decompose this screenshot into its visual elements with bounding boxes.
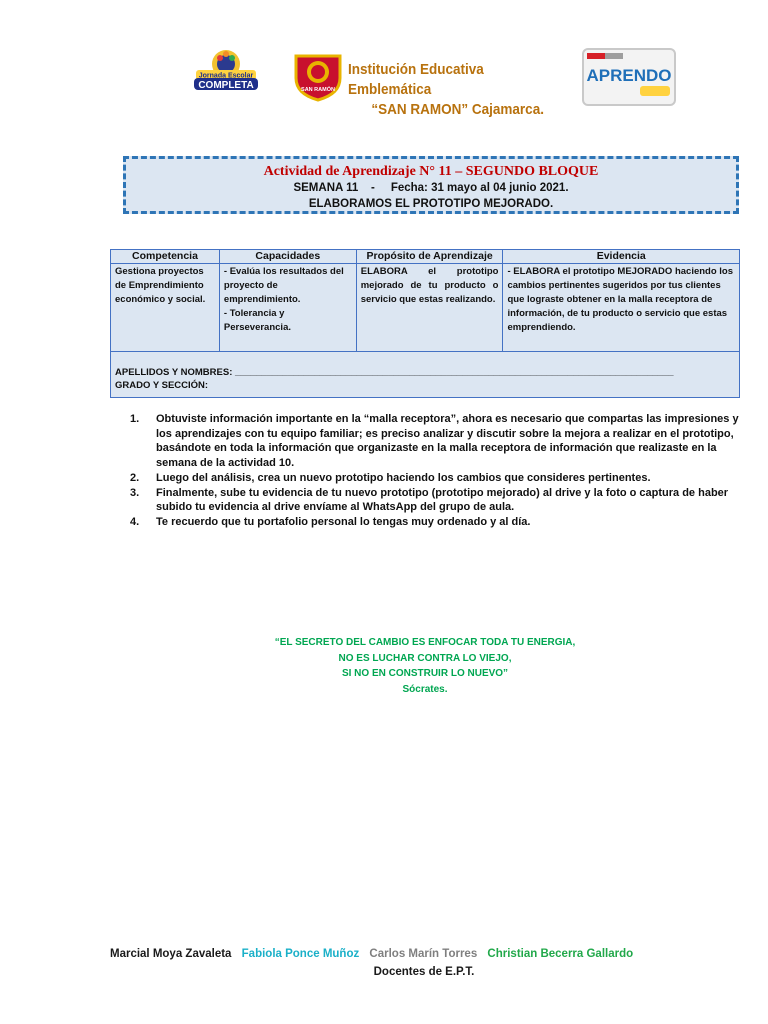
jornada-escolar-completa-logo — [190, 44, 262, 96]
list-item — [130, 471, 742, 486]
jornada-logo-line1: Jornada Escolar — [198, 72, 254, 80]
names-field-label: APELLIDOS Y NOMBRES: ___________________________________________________________________________________ — [115, 367, 674, 378]
table-row — [111, 264, 740, 352]
institution-title — [348, 60, 546, 120]
grade-field-label: GRADO Y SECCIÓN: — [115, 380, 209, 391]
student-info-cell — [111, 352, 740, 398]
aprendo-text: APRENDO — [586, 66, 672, 85]
list-text: Te recuerdo que tu portafolio personal lo tengas muy ordenado y al día. — [156, 515, 531, 528]
quote-author: Sócrates. — [402, 683, 448, 695]
activity-week-date: SEMANA 11 - Fecha: 31 mayo al 04 junio 2021. — [293, 182, 569, 194]
quote-line: SI NO EN CONSTRUIR LO NUEVO” — [341, 668, 509, 679]
list-item — [130, 515, 742, 530]
activity-topic: ELABORAMOS EL PROTOTIPO MEJORADO. — [308, 198, 554, 210]
list-text: Obtuviste información importante en la “malla receptora”, ahora es necesario que compartas las impresiones y los aprendizajes con tu equipo familiar; es preciso analizar y discutir sobre la mejora a realizar en el prototipo, basándote en toda la información que organizaste en la malla receptora de información que realizaste en la semana de la actividad 10. — [156, 413, 739, 470]
header-capacidades: Capacidades — [219, 250, 356, 264]
instructions-list — [130, 412, 742, 530]
list-number: 4. — [130, 515, 140, 528]
list-item — [130, 486, 742, 515]
teacher-name: Fabiola Ponce Muñoz — [241, 948, 360, 960]
list-item — [130, 412, 742, 471]
jornada-logo-line2: COMPLETA — [198, 80, 254, 91]
student-info-row — [111, 352, 740, 398]
shield-text: SAN RAMÓN — [301, 87, 335, 93]
header-competencia: Competencia — [111, 250, 220, 264]
teacher-name: Marcial Moya Zavaleta — [110, 948, 232, 960]
list-text: Luego del análisis, crea un nuevo prototipo haciendo los cambios que consideres pertinentes. — [156, 471, 651, 484]
aprendo-en-casa-logo — [582, 48, 676, 106]
teacher-name: Carlos Marín Torres — [369, 948, 478, 960]
cell-evidencia: - ELABORA el prototipo MEJORADO haciendo los cambios pertinentes sugeridos por tus clientes que lograste obtener en la malla receptora de información, de tu producto o servicio que estas emprendiendo. — [503, 264, 740, 352]
header-proposito: Propósito de Aprendizaje — [356, 250, 503, 264]
san-ramon-shield-logo — [292, 52, 344, 102]
teacher-name: Christian Becerra Gallardo — [487, 948, 634, 960]
cell-proposito: ELABORA el prototipo mejorado de tu producto o servicio que estas realizando. — [356, 264, 503, 352]
table-header-row — [111, 250, 740, 264]
teachers-list — [110, 948, 750, 960]
cell-capacidades — [219, 264, 356, 352]
cell-competencia: Gestiona proyectos de Emprendimiento económico y social. — [111, 264, 220, 352]
header-evidencia: Evidencia — [503, 250, 740, 264]
quote-line: “EL SECRETO DEL CAMBIO ES ENFOCAR TODA TU ENERGIA, — [274, 637, 576, 648]
competency-table — [110, 249, 740, 398]
teachers-role: Docentes de E.P.T. — [373, 966, 475, 978]
capacidad-item: - Tolerancia y Perseverancia. — [223, 308, 291, 333]
list-number: 3. — [130, 486, 140, 499]
list-text: Finalmente, sube tu evidencia de tu nuevo prototipo (prototipo mejorado) al drive y la foto o captura de haber subido tu evidencia al drive envíame al WhatsApp del grupo de aula. — [156, 486, 729, 514]
capacidad-item: - Evalúa los resultados del proyecto de emprendimiento. — [223, 266, 344, 305]
list-number: 1. — [130, 413, 140, 425]
list-number: 2. — [130, 471, 140, 484]
institution-line-1: Institución Educativa Emblemática — [348, 61, 484, 98]
institution-line-2: “SAN RAMON” Cajamarca. — [371, 101, 544, 118]
quote-line: NO ES LUCHAR CONTRA LO VIEJO, — [338, 652, 512, 664]
activity-header-box — [123, 156, 739, 214]
socrates-quote — [150, 635, 700, 697]
activity-title: Actividad de Aprendizaje N° 11 – SEGUNDO BLOQUE — [263, 164, 599, 179]
